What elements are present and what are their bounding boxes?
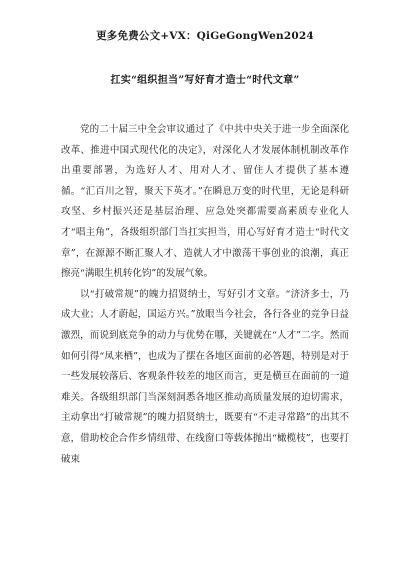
paragraph-1: 党的二十届三中全会审议通过了《中共中央关于进一步全面深化改革、推进中国式现代化的决定》，对深化人才发展体制机制改革作出重要部署，为选好人才、用对人才、留住人才提供了基本遵循。“汇百川之智，聚天下英才。”在瞬息万变的时代里，无论是科研攻坚、乡村振兴还是基层治理、应急处突都需要高素质专业化人才“唱主角”，各级组织部门当扛实担当，用心写好育才造士“时代文章”，在源源不断汇聚人才、造就人才中激荡干事创业的浪潮，真正擦亮“满眼生机转化钧”的发展气象。: [61, 124, 349, 280]
document-title: 扛实“组织担当”写好育才造士“时代文章”: [110, 75, 300, 86]
paragraph-2: 以“打破常规”的魄力招贤纳士，写好引才文章。“济济多士，乃成大业；人才蔚起，国运方兴。”放眼当今社会，各行各业的竞争日益激烈，而说到底竞争的动力与优势在哪，关键就在“人才”二字。然而如何引得“凤来栖”，也成为了摆在各地区面前的必答题，特别是对于一些发展较落后、客观条件较差的地区而言，更是横亘在面前的一道难关。各级组织部门当深刻洞悉各地区推动高质量发展的迫切需求，主动拿出“打破常规”的魄力招贤纳士，既要有“不走寻常路”的出其不意，借助校企合作乡情纽带、在线窗口等载体抛出“橄榄枝”，也要打破束: [61, 288, 349, 465]
promo-header: 更多免费公文+VX：QiGeGongWen2024: [96, 30, 314, 42]
document-body: [61, 120, 349, 470]
